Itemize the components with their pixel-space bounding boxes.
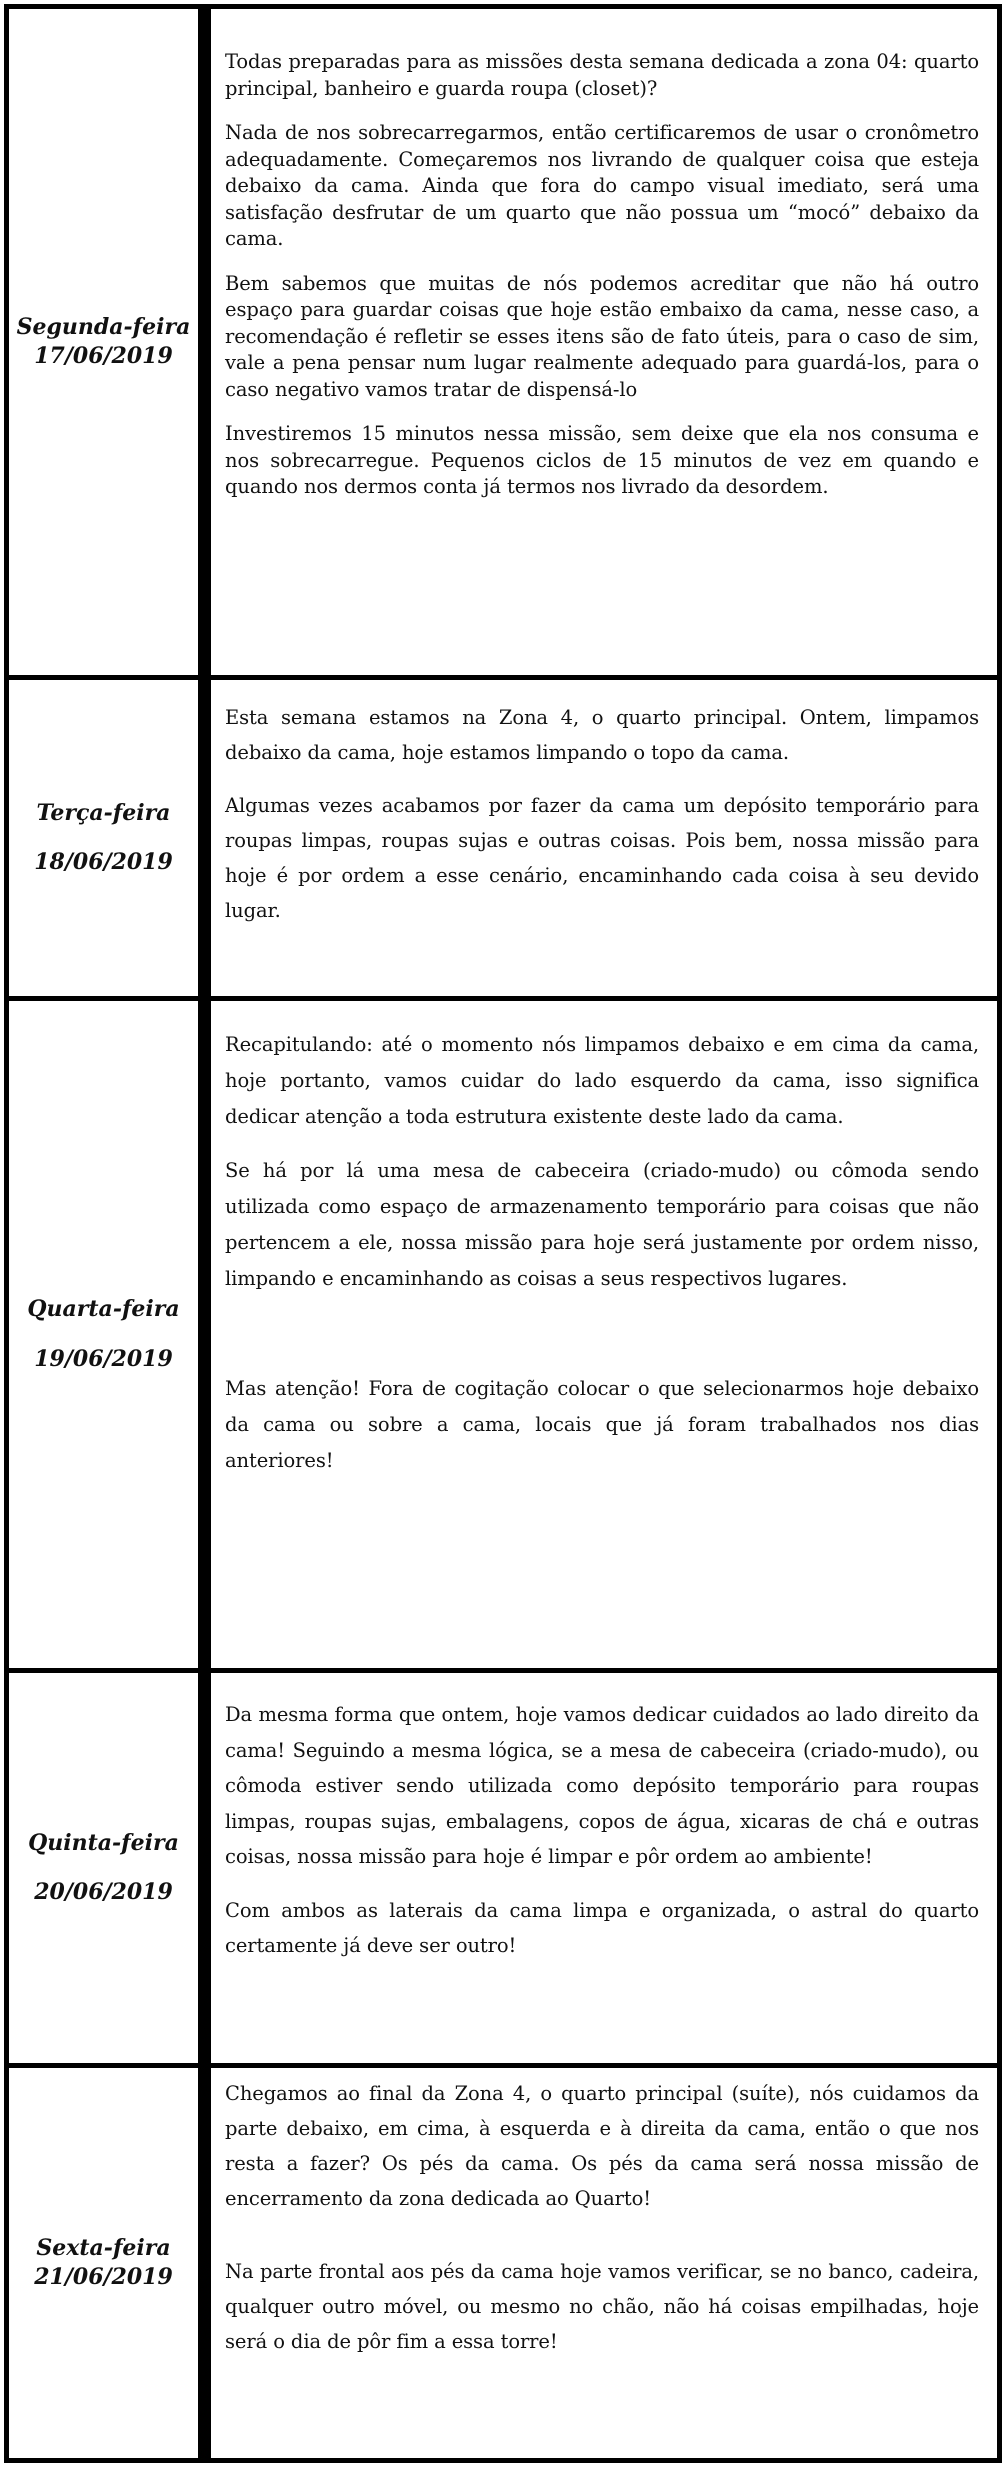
day-cell <box>4 2063 203 2463</box>
day-date: 19/06/2019 <box>34 1345 173 1372</box>
table-row <box>4 4 1002 680</box>
content-cell <box>203 4 1002 680</box>
paragraph: Chegamos ao final da Zona 4, o quarto principal (suíte), nós cuidamos da parte debaixo, em cima, à esquerda e à direita da cama, então o que nos resta a fazer? Os pés da cama. Os pés da cama será nossa missão de encerramento da zona dedicada ao Quarto! <box>225 2082 979 2210</box>
table-row <box>4 675 1002 1001</box>
day-date: 17/06/2019 <box>34 343 173 369</box>
day-name: Quarta-feira <box>27 1296 180 1322</box>
day-name: Sexta-feira <box>36 2234 171 2261</box>
content-cell <box>203 1668 1002 2068</box>
table-row <box>4 996 1002 1673</box>
day-cell <box>4 1668 203 2068</box>
content-cell <box>203 675 1002 1001</box>
content-cell <box>203 996 1002 1673</box>
paragraph: Recapitulando: até o momento nós limpamos debaixo e em cima da cama, hoje portanto, vamos cuidar do lado esquerdo da cama, isso significa dedicar atenção a toda estrutura existente deste lado da cama. <box>225 1033 979 1128</box>
paragraph: Algumas vezes acabamos por fazer da cama um depósito temporário para roupas limpas, roupas sujas e outras coisas. Pois bem, nossa missão para hoje é por ordem a esse cenário, encaminhando cada coisa à seu devido lugar. <box>225 794 979 922</box>
paragraph: Da mesma forma que ontem, hoje vamos dedicar cuidados ao lado direito da cama! Seguindo a mesma lógica, se a mesa de cabeceira (criado-mudo), ou cômoda estiver sendo utilizada como depósito temporário para roupas limpas, roupas sujas, embalagens, copos de água, xicaras de chá e outras coisas, nossa missão para hoje é limpar e pôr ordem ao ambiente! <box>225 1703 979 1868</box>
day-date: 18/06/2019 <box>34 849 173 875</box>
paragraph: Se há por lá uma mesa de cabeceira (criado-mudo) ou cômoda sendo utilizada como espaço de armazenamento temporário para coisas que não pertencem a ele, nossa missão para hoje será justamente por ordem nisso, limpando e encaminhando as coisas a seus respectivos lugares. <box>225 1159 979 1290</box>
table-row <box>4 2063 1002 2463</box>
content-cell <box>203 2063 1002 2463</box>
day-name: Quinta-feira <box>28 1829 179 1856</box>
paragraph: Nada de nos sobrecarregarmos, então certificaremos de usar o cronômetro adequadamente. Começaremos nos livrando de qualquer coisa que esteja debaixo da cama. Ainda que fora do campo visual imediato, será uma satisfação desfrutar de um quarto que não possua um “mocó” debaixo da cama. <box>225 121 979 250</box>
table-row <box>4 1668 1002 2068</box>
day-cell <box>4 996 203 1673</box>
paragraph: Na parte frontal aos pés da cama hoje vamos verificar, se no banco, cadeira, qualquer outro móvel, ou mesmo no chão, não há coisas empilhadas, hoje será o dia de pôr fim a essa torre! <box>225 2260 979 2353</box>
day-name: Terça-feira <box>36 799 171 826</box>
paragraph: Todas preparadas para as missões desta semana dedicada a zona 04: quarto principal, banheiro e guarda roupa (closet)? <box>225 50 979 100</box>
day-date: 21/06/2019 <box>34 2264 173 2290</box>
day-cell <box>4 4 203 680</box>
day-date: 20/06/2019 <box>34 1879 173 1905</box>
paragraph: Esta semana estamos na Zona 4, o quarto principal. Ontem, limpamos debaixo da cama, hoje estamos limpando o topo da cama. <box>225 706 979 764</box>
day-cell <box>4 675 203 1001</box>
paragraph: Bem sabemos que muitas de nós podemos acreditar que não há outro espaço para guardar coisas que hoje estão embaixo da cama, nesse caso, a recomendação é refletir se esses itens são de fato úteis, para o caso de sim, vale a pena pensar num lugar realmente adequado para guardá-los, para o caso negativo vamos tratar de dispensá-lo <box>225 271 979 401</box>
day-name: Segunda-feira <box>16 313 191 340</box>
paragraph: Investiremos 15 minutos nessa missão, sem deixe que ela nos consuma e nos sobrecarregue. Pequenos ciclos de 15 minutos de vez em quando e quando nos dermos conta já termos nos livrado da desordem. <box>225 422 979 498</box>
paragraph: Com ambos as laterais da cama limpa e organizada, o astral do quarto certamente já deve ser outro! <box>225 1898 979 1957</box>
paragraph: Mas atenção! Fora de cogitação colocar o que selecionarmos hoje debaixo da cama ou sobre a cama, locais que já foram trabalhados nos dias anteriores! <box>225 1377 979 1472</box>
